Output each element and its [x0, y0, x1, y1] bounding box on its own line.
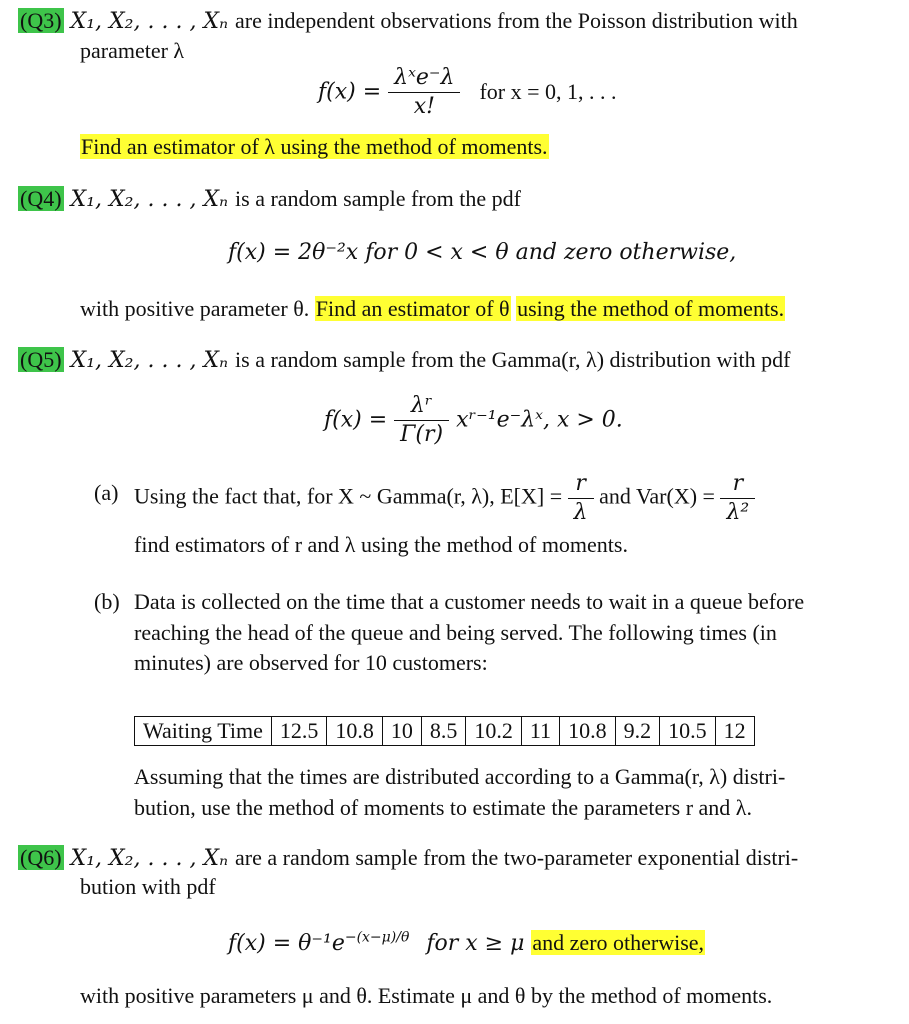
q5-formula: [324, 392, 623, 449]
q4-task-line: [80, 296, 785, 322]
q5-part-a-pre: Using the fact that, for X ~ Gamma(r, λ), E[X] =: [134, 483, 563, 509]
q4-task-highlight-2: using the method of moments.: [517, 296, 785, 321]
q5-part-a-mid: and Var(X) =: [599, 483, 715, 509]
q6-label: (Q6): [20, 845, 62, 870]
q3-task-highlight: Find an estimator of λ using the method of moments.: [81, 134, 548, 159]
table-cell: 8.5: [421, 717, 466, 746]
q3-task: [80, 134, 549, 160]
q5-part-a-frac1-den: λ: [573, 500, 588, 525]
q6-intro: are a random sample from the two-parameter exponential distri-: [235, 845, 799, 870]
q6-formula-main: f(x) = θ⁻¹e: [228, 931, 345, 956]
q3-formula-lhs: f(x) =: [318, 79, 382, 105]
q6-formula-exp: −(x−μ)/θ: [344, 929, 410, 946]
q4-task-highlight-1: Find an estimator of θ: [315, 296, 510, 321]
q4-text-before: with positive parameter θ.: [80, 296, 310, 321]
table-cell: 12.5: [271, 717, 327, 746]
q3-intro2: parameter λ: [80, 38, 185, 63]
q5-intro: is a random sample from the Gamma(r, λ) distribution with pdf: [235, 347, 791, 372]
q5-formula-lhs: f(x) =: [324, 407, 388, 433]
table-cell: 10.8: [327, 717, 383, 746]
q5-part-a-label: (a): [94, 480, 119, 505]
table-cell: 12: [715, 717, 754, 746]
q5-vars: X₁, X₂, . . . , Xₙ: [70, 348, 229, 373]
q5-part-b-label: (b): [94, 589, 120, 614]
q5-part-b-after2: bution, use the method of moments to estimate the parameters r and λ.: [134, 795, 752, 820]
q5-part-a-frac1: [568, 470, 594, 527]
table-cell: 11: [521, 717, 559, 746]
q3-intro: are independent observations from the Poisson distribution with: [235, 8, 798, 33]
q6-intro2: bution with pdf: [80, 874, 216, 899]
q3-formula-cond: for x = 0, 1, . . .: [479, 78, 617, 104]
q3-formula: [318, 64, 617, 121]
q6-vars: X₁, X₂, . . . , Xₙ: [70, 846, 229, 871]
q4-intro: is a random sample from the pdf: [235, 186, 521, 211]
q6-formula: [228, 930, 705, 957]
table-cell: 9.2: [615, 717, 660, 746]
q5-part-b-after1: Assuming that the times are distributed according to a Gamma(r, λ) distri-: [134, 764, 786, 789]
q5-part-b-line2: reaching the head of the queue and being served. The following times (in: [134, 620, 777, 645]
table-cell: 10.2: [466, 717, 522, 746]
table-header-cell: Waiting Time: [135, 717, 272, 746]
table-cell: 10.5: [660, 717, 716, 746]
q4-label: (Q4): [20, 186, 62, 211]
q3-vars: X₁, X₂, . . . , Xₙ: [70, 9, 229, 34]
q5-label: (Q5): [20, 347, 62, 372]
q5-part-a-frac2-num: r: [720, 470, 755, 499]
q5-part-a-frac2-den: λ²: [726, 500, 750, 525]
q3-formula-num: λˣe⁻λ: [388, 64, 460, 93]
q4-formula: f(x) = 2θ⁻²x for 0 < x < θ and zero otherwise,: [228, 240, 737, 265]
q4-heading: [18, 186, 521, 213]
q4-vars: X₁, X₂, . . . , Xₙ: [70, 187, 229, 212]
q3-heading: [18, 8, 798, 35]
q5-part-a-line1: [134, 470, 755, 527]
q6-formula-highlight: and zero otherwise,: [532, 930, 705, 955]
q3-label: (Q3): [20, 8, 62, 33]
q5-formula-frac: [394, 392, 449, 449]
q5-formula-den: Γ(r): [400, 422, 444, 447]
q3-formula-den: x!: [413, 94, 435, 119]
q5-part-b-line1: Data is collected on the time that a customer needs to wait in a queue before: [134, 589, 805, 614]
q6-formula-cond: for x ≥ μ: [426, 931, 525, 956]
table-cell: 10.8: [560, 717, 616, 746]
waiting-time-table: [134, 716, 755, 746]
table-row: [135, 717, 755, 746]
waiting-time-table-wrap: [134, 716, 755, 746]
q3-formula-frac: [388, 64, 460, 121]
q6-heading: [18, 845, 798, 872]
q5-formula-rest: xʳ⁻¹e⁻λˣ, x > 0.: [456, 407, 623, 433]
q5-part-b-line3: minutes) are observed for 10 customers:: [134, 650, 488, 675]
table-cell: 10: [382, 717, 421, 746]
q5-part-a-frac2: [720, 470, 755, 527]
q6-final: with positive parameters μ and θ. Estimate μ and θ by the method of moments.: [80, 983, 773, 1008]
q5-part-a-frac1-num: r: [568, 470, 594, 499]
q5-heading: [18, 347, 790, 374]
q5-formula-num: λʳ: [394, 392, 449, 421]
q5-part-a-line2: find estimators of r and λ using the method of moments.: [134, 532, 628, 557]
